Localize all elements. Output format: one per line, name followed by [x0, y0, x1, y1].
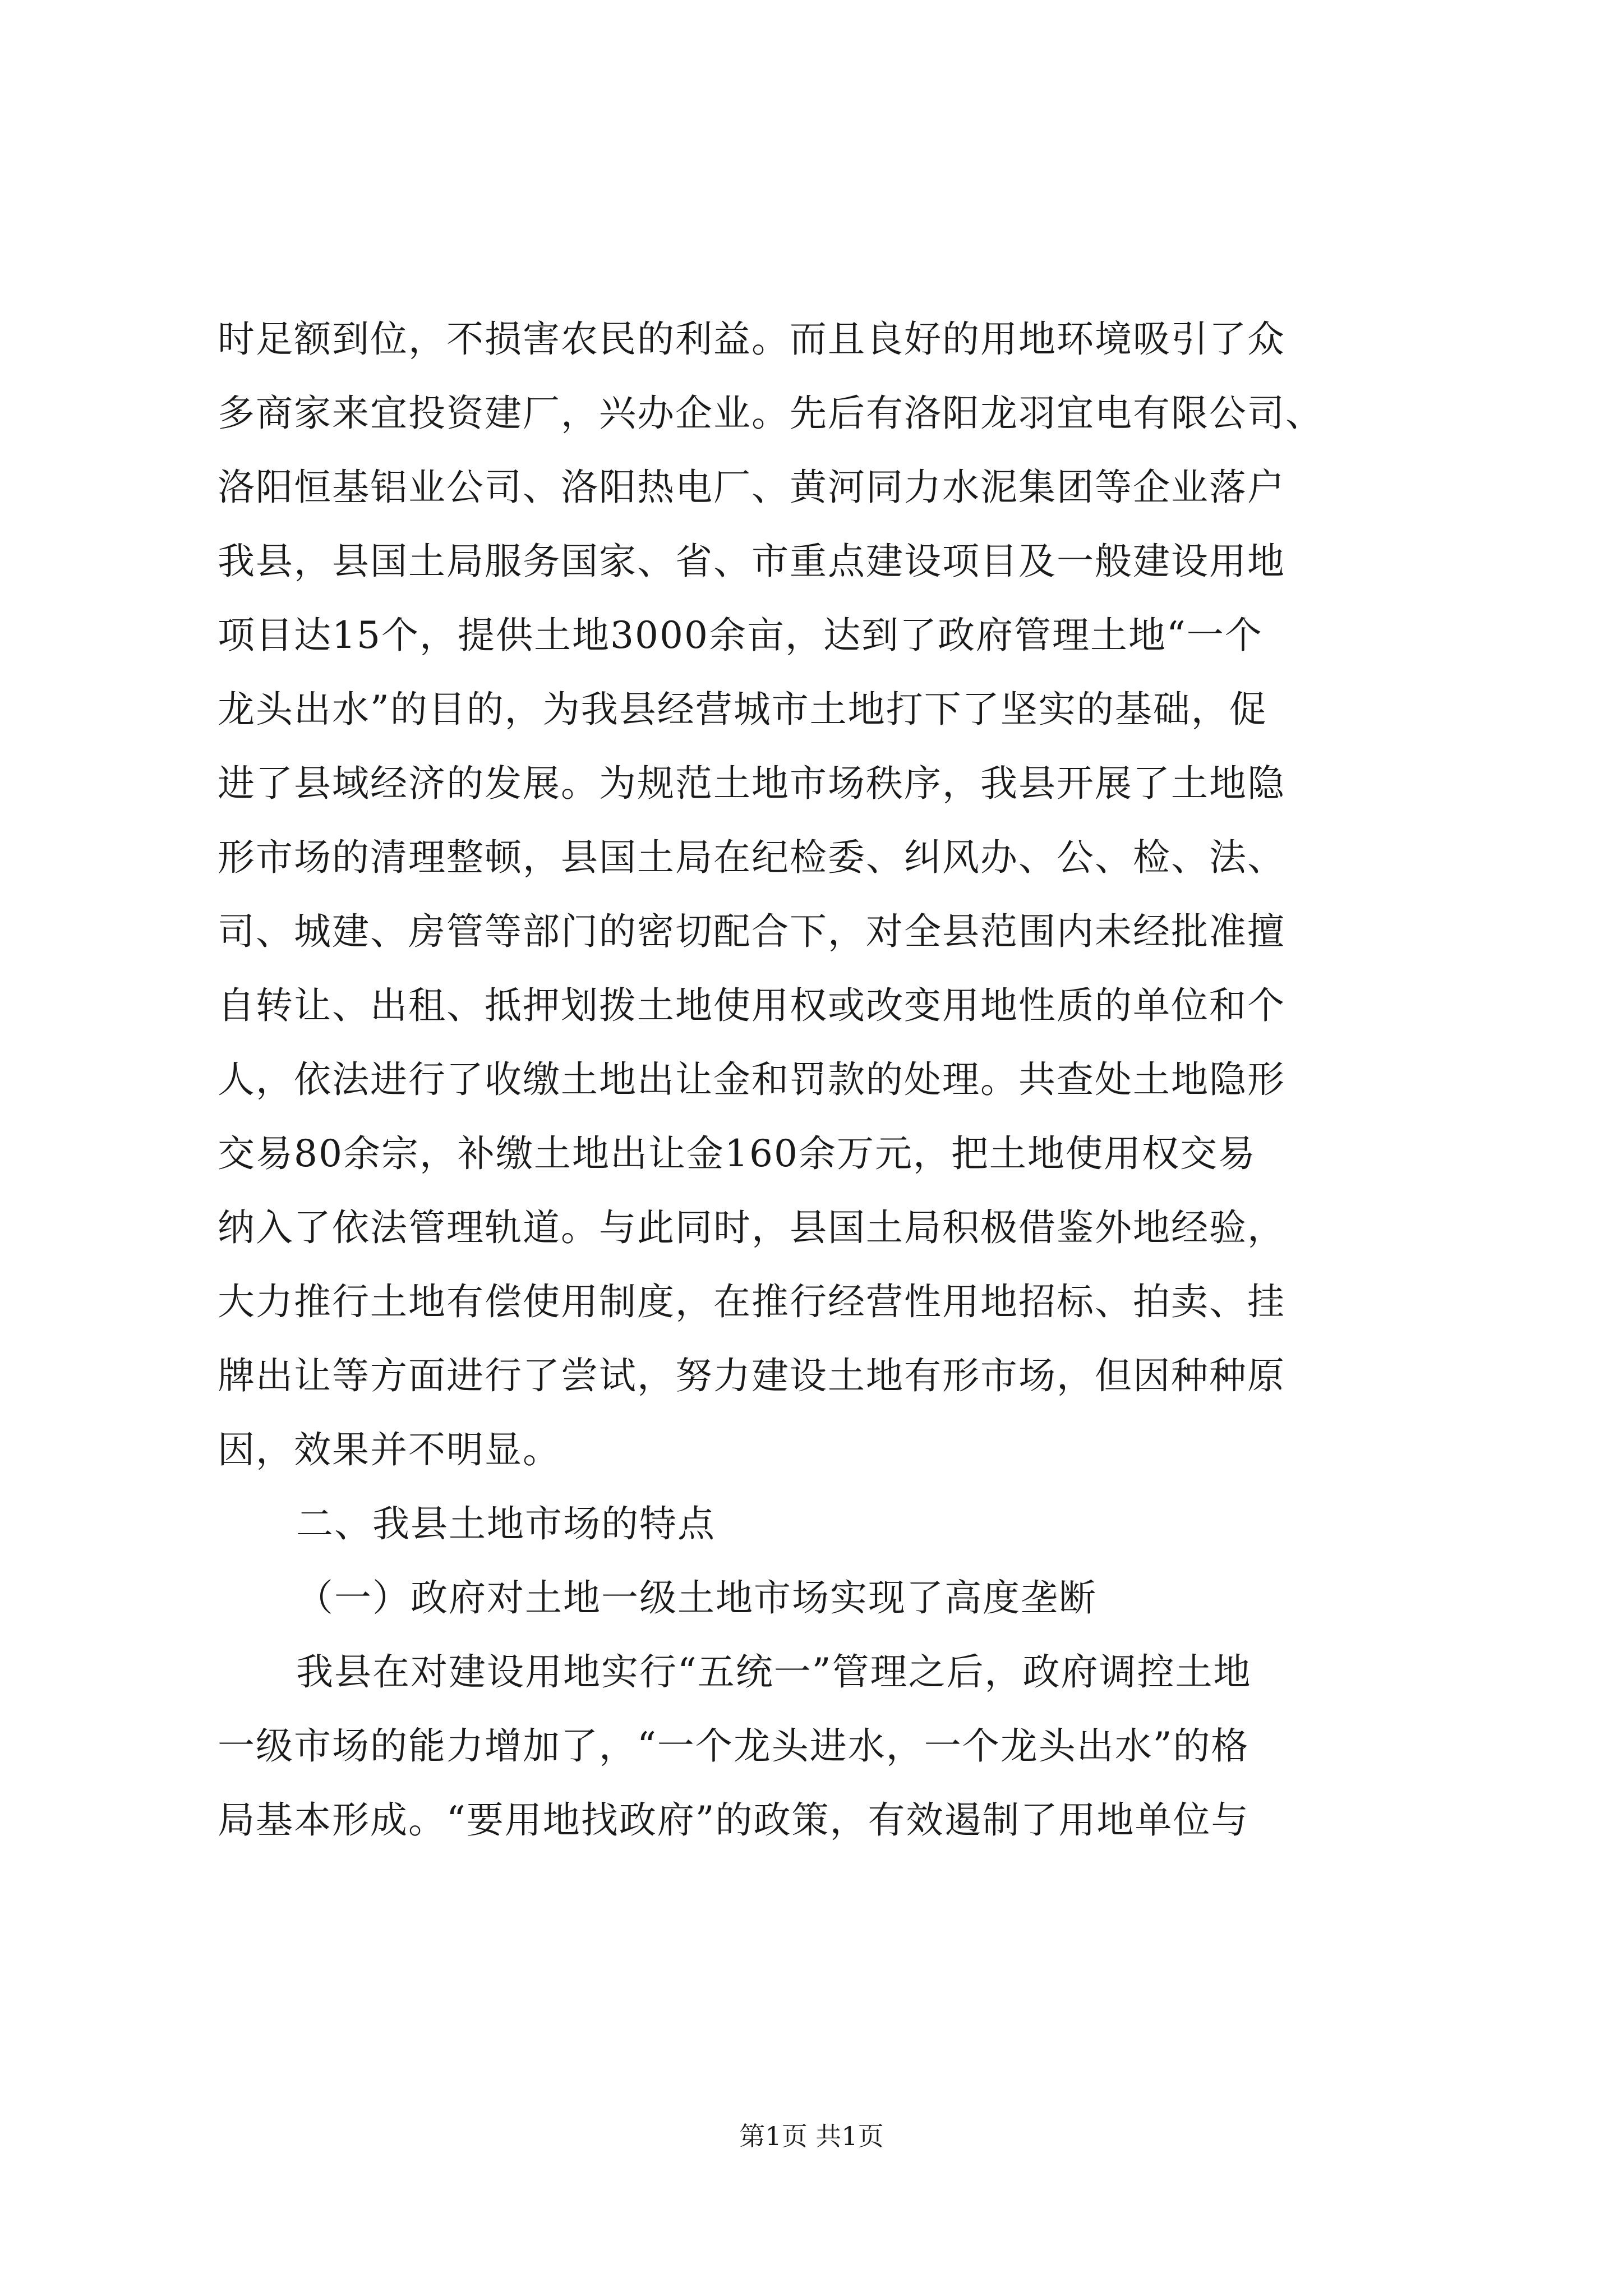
body-line-20: 一级市场的能力增加了，“一个龙头进水，一个龙头出水”的格: [218, 1724, 1249, 1768]
body-line-15: 牌出让等方面进行了尝试，努力建设土地有形市场，但因种种原: [218, 1354, 1285, 1397]
body-line-1: 时足额到位，不损害农民的利益。而且良好的用地环境吸引了众: [218, 318, 1285, 361]
section-heading: 二、我县土地市场的特点: [296, 1502, 716, 1545]
subsection-heading: （一）政府对土地一级土地市场实现了高度垄断: [296, 1576, 1097, 1619]
body-line-11: 人，依法进行了收缴土地出让金和罚款的处理。共查处土地隐形: [218, 1058, 1285, 1101]
body-line-6: 龙头出水”的目的，为我县经营城市土地打下了坚实的基础，促: [218, 688, 1267, 731]
body-line-16: 因，效果并不明显。: [218, 1428, 561, 1471]
body-line-14: 大力推行土地有偿使用制度，在推行经营性用地招标、拍卖、挂: [218, 1280, 1285, 1323]
body-line-4: 我县，县国土局服务国家、省、市重点建设项目及一般建设用地: [218, 540, 1285, 583]
body-line-13: 纳入了依法管理轨道。与此同时，县国土局积极借鉴外地经验，: [218, 1206, 1285, 1249]
page-footer: 第1页 共1页: [739, 2121, 884, 2151]
body-line-9: 司、城建、房管等部门的密切配合下，对全县范围内未经批准擅: [218, 910, 1285, 953]
body-line-10: 自转让、出租、抵押划拨土地使用权或改变用地性质的单位和个: [218, 984, 1285, 1027]
body-line-19: 我县在对建设用地实行“五统一”管理之后，政府调控土地: [296, 1650, 1252, 1694]
body-line-3: 洛阳恒基铝业公司、洛阳热电厂、黄河同力水泥集团等企业落户: [218, 466, 1285, 509]
body-line-7: 进了县域经济的发展。为规范土地市场秩序，我县开展了土地隐: [218, 762, 1285, 805]
body-line-2: 多商家来宜投资建厂，兴办企业。先后有洛阳龙羽宜电有限公司、: [218, 392, 1324, 435]
body-line-8: 形市场的清理整顿，县国土局在纪检委、纠风办、公、检、法、: [218, 836, 1285, 879]
body-line-5: 项目达15个，提供土地3000余亩，达到了政府管理土地“一个: [218, 614, 1263, 657]
body-line-21: 局基本形成。“要用地找政府”的政策，有效遏制了用地单位与: [218, 1798, 1249, 1842]
body-line-12: 交易80余宗，补缴土地出让金160余万元，把土地使用权交易: [218, 1132, 1256, 1175]
